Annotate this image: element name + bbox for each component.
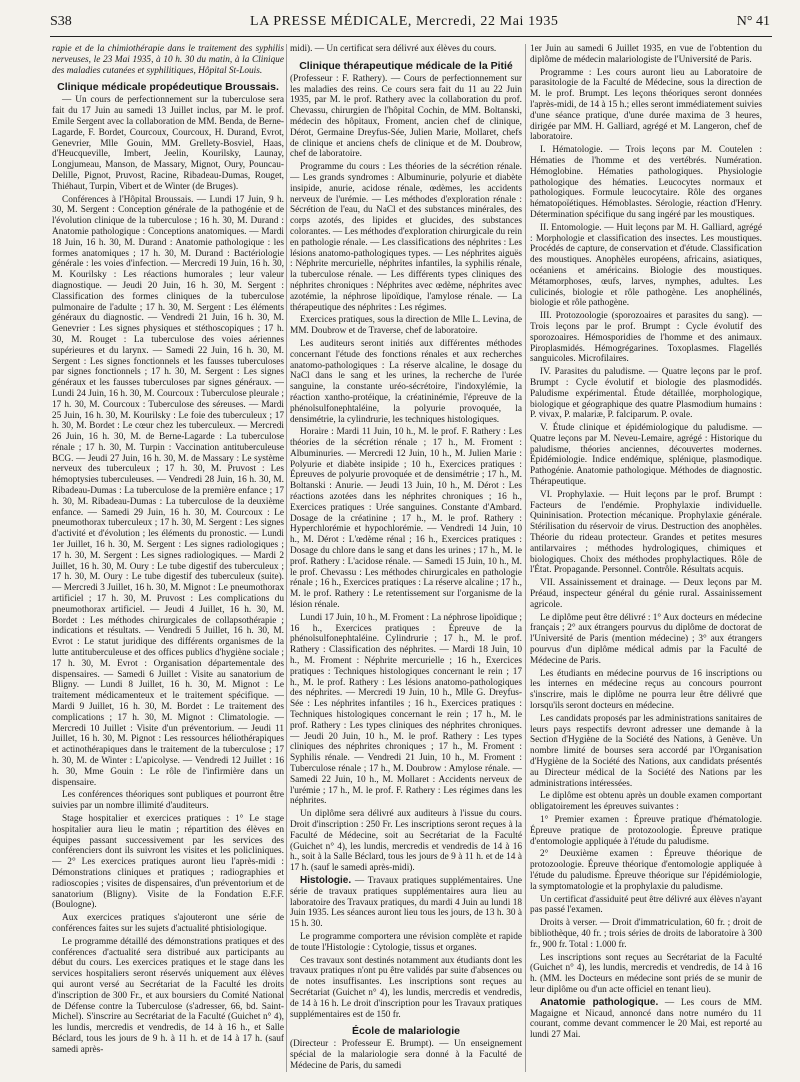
column-3 (530, 44, 762, 1074)
pitie-intro: (Professeur : F. Rathery). — Cours de perfectionnement sur les maladies des reins. Ce cours sera fait du 11 au 22 Juin 1935, par M. le prof. Rathery avec la collaboration du prof. Chevassu, chirurgien de l'hôpital Cochin, de MM. Boltanski, médecin des hôpitaux, Froment, ancien chef de clinique, Dérot, Germaine Dreyfus-Sée, Julien Marie, Mollaret, chefs de clinique et anciens chefs de clinique et de M. Doubrow, chef de laboratoire. (290, 73, 522, 160)
exam1-paragraph: 1° Premier examen : Épreuve pratique d'hématologie. Épreuve pratique de protozoologie. Épreuve pratique d'entomologie appliquée à l'étude du paludisme. (530, 814, 762, 847)
histologie-heading: Histologie. (300, 874, 352, 886)
aux-paragraph: Aux exercices pratiques s'ajouteront une série de conférences faites sur les sujets d'actualité phtisiologique. (52, 913, 284, 934)
programme-paragraph: Le programme détaillé des démonstrations pratiques et des conférences d'actualité sera distribué aux participants au début du cours. Les exercices pratiques et le stage dans les services hospitaliers seront réservés uniquement aux élèves qui auront versé au Secrétariat de la Faculté les droits d'inscription de 300 Fr., et aux boursiers du Comité National de Défense contre la Tuberculose (s'adresser, 66, bd. Saint-Michel). S'inscrire au Secrétariat de la Faculté (Guichet n° 4), les lundis, mercredis et vendredis, de 14 à 16 h., et Salle Béclard, tous les jours de 9 h. à 11 h. et de 14 à 17 h. (sauf samedi après- (52, 936, 284, 1055)
etude-clinique-paragraph: V. Étude clinique et épidémiologique du paludisme. — Quatre leçons par M. Neveu-Lemaire, agrégé : Historique du paludisme, théories anciennes, découvertes modernes. Épidémiologie. Indice endémique, splénique, plasmodique. Pathogénie. Anatomie pathologique. Méthodes de diagnostic. Thérapeutique. (530, 423, 762, 488)
entomologie-paragraph: II. Entomologie. — Huit leçons par M. H. Galliard, agrégé : Morphologie et classification des insectes. Les moustiques. Procédés de capture, de conservation et d'étude. Classification des moustiques. Anophèles européens, africains, asiatiques, océaniens et américains. Biologie des moustiques. Métamorphoses, œufs, larves, nymphes, adultes. Les culicinés, biologie et rôle pathogène. Les anophélinés, biologie et rôle pathogène. (530, 222, 762, 309)
continuation-fragment: 1er Juin au samedi 6 Juillet 1935, en vue de l'obtention du diplôme de médecin malariologiste de l'Université de Paris. (530, 44, 762, 65)
certificat-paragraph: Un certificat d'assiduité peut être délivré aux élèves n'ayant pas passé l'examen. (530, 894, 762, 916)
assainissement-paragraph: VII. Assainissement et drainage. — Deux leçons par M. Préaud, inspecteur général du génie rural. Assainissement agricole. (530, 578, 762, 610)
pitie-exercices: Exercices pratiques, sous la direction de Mlle L. Levina, de MM. Doubrow et de Traverse, chef de laboratoire. (290, 315, 522, 337)
malario-programme: Programme : Les cours auront lieu au Laboratoire de parasitologie de la Faculté de Médecine, sous la direction de M. le prof. Brumpt. Les leçons théoriques seront données l'après-midi, de 14 à 15 h.; elles seront immédiatement suivies d'une séance pratique, d'une durée maxima de 3 heures, dirigée par MM. H. Galliard, agrégé et M. Langeron, chef de laboratoire. (530, 67, 762, 143)
pitie-heading: Clinique thérapeutique médicale de la Pitié (299, 59, 513, 72)
broussais-paragraph: — Un cours de perfectionnement sur la tuberculose sera fait du 17 Juin au samedi 13 Juillet inclus, par M. le prof. Emile Sergent avec la collaboration de MM. Benda, de Berne-Lagarde, F. Bordet, Courcoux, Courcoux, H. Durand, Evrot, Genevrier, Mlle Gouin, MM. Grellety-Bosviel, Haas, d'Heucqueville, Imbert, Jeelin, Kourilsky, Launay, Longjumeau, Manson, de Massary, Mignot, Oury, Pouncau-Delille, Pignot, Pruvost, Racine, Ribadeau-Dumas, Rouget, Thiéhaut, Turpin, Vibert et de Winter (de Bruges). (52, 95, 284, 192)
inscriptions-paragraph: Les inscriptions sont reçues au Secrétariat de la Faculté (Guichet n° 4), les lundis, mercredis et vendredis, de 14 à 16 h. (MM. les Docteurs en médecine sont priés de se munir de leur diplôme ou d'un acte officiel en tenant lieu). (530, 952, 762, 995)
protozoologie-paragraph: III. Protozoologie (sporozoaires et parasites du sang). — Trois leçons par le prof. Brumpt : Cycle évolutif des sporozoaires. Hémosporidies de l'homme et des animaux. Piroplasmidés. Hémogrégarines. Toxoplasmes. Flagellés sanguicoles. Microfilaires. (530, 311, 762, 365)
histologie-text: — Travaux pratiques supplémentaires. Une série de travaux pratiques supplémentaires aura lieu au laboratoire des Travaux pratiques, du mardi 4 Juin au lundi 18 Juin 1935. Les séances auront lieu tous les jours, de 13 h. 30 à 15 h. 30. (290, 875, 522, 930)
issue-number: N° 41 (736, 14, 770, 29)
etudiants-paragraph: Les étudiants en médecine pourvus de 16 inscriptions ou les internes en médecine reçus au concours pourront s'inscrire, mais le diplôme ne pourra leur être délivré que lorsqu'ils seront docteurs en médecine. (530, 668, 762, 712)
diplome-paragraph: Le diplôme peut être délivré : 1° Aux docteurs en médecine français ; 2° aux étrangers pourvus du diplôme de doctorat de l'Université de Paris (mention médecine) ; 3° aux étrangers pourvus d'un diplôme médical admis par la Faculté de Médecine de Paris. (530, 612, 762, 666)
conferences-note: Les conférences théoriques sont publiques et pourront être suivies par un nombre illimité d'auditeurs. (52, 790, 284, 812)
histologie-programme: Le programme comportera une révision complète et rapide de toute l'Histologie : Cytologie, tissus et organes. (290, 931, 522, 953)
pitie-programme: Programme du cours : Les théories de la sécrétion rénale. — Les grands syndromes : Albuminurie, polyurie et diabète insipide, anurie, acidose rénale, œdèmes, les accidents nerveux de l'urémie. — Les méthodes d'exploration rénale : Sécrétion de l'eau, du NaCl et des substances minérales, des corps azotés, des lipides et glucides, des substances colorantes. — Les méthodes d'exploration chirurgicale du rein en pathologie rénale. — Les classifications des néphrites : Les lésions anatomo-pathologiques types. — Les néphrites aiguës : Néphrite mercurielle, néphrites infantiles, la syphilis rénale, la tuberculose rénale. — Les différents types cliniques des néphrites chroniques : Néphrites avec œdème, néphrites avec azotémie, la néphrose lipoïdique, l'amylose rénale. — La thérapeutique des néphrites : Les régimes. (290, 162, 522, 313)
header-rule (50, 36, 772, 37)
intro-fragment: rapie et de la chimiothérapie dans le traitement des syphilis nerveuses, le 23 Mai 1935, à 10 h. 30 du matin, à la Clinique des maladies cutanées et syphilitiques, Hôpital St-Louis. (52, 44, 284, 76)
anapath-heading: Anatomie pathologique. (540, 996, 659, 1008)
paludisme-paragraph: IV. Parasites du paludisme. — Quatre leçons par le prof. Brumpt : Cycle évolutif et biologie des plasmodidés. Paludisme expérimental. Étude détaillée, morphologique, biologique et géographique des quatre Plasmodium humains : P. vivax, P. malariæ, P. falciparum. P. ovale. (530, 367, 762, 421)
pitie-auditeurs: Les auditeurs seront initiés aux différentes méthodes concernant l'étude des fonctions rénales et aux recherches anatomo-pathologiques : La réserve alcaline, le dosage du NaCl dans le sang et les urines, la recherche de l'urée sanguine, la constante uréo-sécrétoire, l'indoxylémie, la réaction xantho-protéique, la créatininémie, l'épreuve de la phénolsulfonephtaléine, la polyurie provoquée, la densimétrie, la cylindrurie, les techniques histologiques. (290, 338, 522, 425)
prophylaxie-paragraph: VI. Prophylaxie. — Huit leçons par le prof. Brumpt : Facteurs de l'endémie. Prophylaxie individuelle. Quininisation. Protection mécanique. Prophylaxie générale. Stérilisation du réservoir de virus. Destruction des anophèles. Théorie du rideau protecteur. Grandes et petites mesures antilarvaires ; méthodes hydrologiques, chimiques et biologiques. Choix des méthodes prophylactiques. Rôle de l'État. Propagande. Personnel. Contrôle. Résultats acquis. (530, 489, 762, 576)
malariologie-intro: (Directeur : Professeur E. Brumpt). — Un enseignement spécial de la malariologie sera donné à la Faculté de Médecine de Paris, du samedi (290, 1039, 522, 1071)
histologie-travaux: Ces travaux sont destinés notamment aux étudiants dont les travaux pratiques n'ont pu être validés par suite d'absences ou de notes insuffisantes. Les inscriptions sont reçues au Secrétariat (Guichet n° 4), les lundis, mercredis et vendredis, de 14 à 16 h. Le droit d'inscription pour les Travaux pratiques supplémentaires est de 150 fr. (290, 955, 522, 1020)
obtenu-paragraph: Le diplôme est obtenu après un double examen comportant obligatoirement les épreuves suivantes : (530, 791, 762, 813)
column-divider (525, 44, 526, 1072)
pitie-horaire: Horaire : Mardi 11 Juin, 10 h., M. le prof. F. Rathery : Les théories de la sécrétion rénale ; 17 h., M. Froment : Albuminuries. — Mercredi 12 Juin, 10 h., M. Julien Marie : Polyurie et diabète insipide ; 10 h., Exercices pratiques : Épreuves de polyurie provoquée et de densimétrie ; 17 h., M. Boltanski : Anurie. — Jeudi 13 Juin, 10 h., M. Dérot : Les réactions azotées dans les néphrites chroniques ; 16 h., Exercices pratiques : Urée sanguines. Constante d'Ambard. Dosage de la créatinine ; 17 h., M. le prof. Rathery : Hyperchlorémie et hypochlorémie. — Vendredi 14 Juin, 10 h., M. Dérot : L'œdème rénal ; 16 h., Exercices pratiques : Dosage du chlore dans le sang et dans les urines ; 17 h., M. le prof. Rathery : L'acidose rénale. — Samedi 15 Juin, 10 h., M. le prof. Chevassu : Les méthodes chirurgicales en pathologie rénale ; 16 h., Exercices pratiques : La réserve alcaline ; 17 h., M. le prof. Rathery : Le retentissement sur l'organisme de la lésion rénale. (290, 427, 522, 611)
page-header (50, 14, 770, 34)
broussais-heading: Clinique médicale propédeutique Broussais. (57, 81, 279, 94)
anapath-paragraph (530, 998, 762, 1041)
pitie-diplome: Un diplôme sera délivré aux auditeurs à l'issue du cours. Droit d'inscription : 250 Fr. Les inscriptions seront reçues à la Faculté de Médecine, soit au Secrétariat de la Faculté (Guichet n° 4), les lundis, mercredis et vendredis de 14 à 16 h., soit à la Salle Béclard, tous les jours de 9 à 11 h. et de 14 à 17 h. (sauf le samedi après-midi). (290, 809, 522, 874)
droits-paragraph: Droits à verser. — Droit d'immatriculation, 60 fr. ; droit de bibliothèque, 40 fr. ; trois séries de droits de laboratoire à 300 fr., 900 fr. Total : 1.000 fr. (530, 918, 762, 950)
histologie-paragraph (290, 876, 522, 930)
continuation-fragment: midi). — Un certificat sera délivré aux élèves du cours. (290, 44, 497, 54)
conferences-paragraph: Conférences à l'Hôpital Broussais. — Lundi 17 Juin, 9 h. 30, M. Sergent : Conception générale de la pathogénie et de l'évolution clinique de la tuberculose ; 16 h. 30, M. Durand : Anatomie pathologique : Conceptions anatomiques. — Mardi 18 Juin, 16 h. 30, M. Durand : Anatomie pathologique : les formes anatomiques ; 17 h. 30, M. Durand : Bactériologie générale : les voies d'infection. — Mercredi 19 Juin, 16 h. 30, M. Kourilsky : Les réactions humorales ; leur valeur diagnostique. — Jeudi 20 Juin, 16 h. 30, M. Sergent : Classification des formes cliniques de la tuberculose pulmonaire de l'adulte ; 17 h. 30, M. Sergent : Les éléments généraux du diagnostic. — Vendredi 21 Juin, 16 h. 30, M. Genevrier : Les signes physiques et stéthoscopiques ; 17 h. 30, M. Rouget : La tuberculose des voies aériennes supérieures et du larynx. — Samedi 22 Juin, 16 h. 30, M. Sergent : Les signes fonctionnels et les fausses tuberculoses par signes fonctionnels ; 17 h. 30, M. Sergent : Les signes généraux et les fausses tuberculoses par signes généraux. — Lundi 24 Juin, 16 h. 30, M. Courcoux : Tuberculose pleurale ; 17 h. 30, M. Courcoux : Tuberculose des séreuses. — Mardi 25 Juin, 16 h. 30, M. Kourilsky : Le foie des tuberculeux ; 17 h. 30, M. Bordet : Le cœur chez les tuberculeux. — Mercredi 26 Juin, 16 h. 30, M. de Berne-Lagarde : La tuberculose rénale ; 17 h. 30, M. Turpin : Vaccination antituberculeuse BCG. — Jeudi 27 Juin, 16 h. 30, M. de Massary : Le système nerveux des tuberculeux ; 17 h. 30, M. Pruvost : Les hémoptysies tuberculeuses. — Vendredi 28 Juin, 16 h. 30, M. Ribadeau-Dumas : La tuberculose de la première enfance ; 17 h. 30, M. Ribadeau-Dumas : La tuberculose de la deuxième enfance. — Samedi 29 Juin, 16 h. 30, M. Courcoux : Le pneumothorax tuberculeux ; 17 h. 30, M. Sergent : Les signes d'activité et d'évolution ; les éléments du pronostic. — Lundi 1er Juillet, 16 h. 30, M. Sergent : Les signes radiologiques ; 17 h. 30, M. Sergent : Les signes radiologiques. — Mardi 2 Juillet, 16 h. 30, M. Oury : Le tube digestif des tuberculeux ; 17 h. 30, M. Oury : Le tube digestif des tuberculeux (suite). — Mercredi 3 Juillet, 16 h. 30, M. Mignot : Le pneumothorax artificiel ; 17 h. 30, M. Pruvost : Les complications du pneumothorax artificiel. — Jeudi 4 Juillet, 16 h. 30, M. Bordet : Les méthodes chirurgicales de collapsothérapie ; indications et résultats. — Vendredi 5 Juillet, 16 h. 30, M. Evrot : Le statut juridique des différents organismes de la lutte antituberculeuse et des offices publics d'hygiène sociale ; 17 h. 30, M. Evrot : Organisation départementale des dispensaires. — Samedi 6 Juillet : Visite au sanatorium de Bligny. — Lundi 8 Juillet, 16 h. 30, M. Mignot : Le traitement médicamenteux et le traitement spécifique. — Mardi 9 Juillet, 16 h. 30, M. Bordet : Le traitement des complications ; 17 h. 30, M. Mignot : Climatologie. — Mercredi 10 Juillet : Visite d'un préventorium. — Jeudi 11 Juillet, 16 h. 30, M. Pignot : Les ressources héliothérapiques et actinothérapiques dans le traitement de la tuberculose ; 17 h. 30, M. de Winter : L'apicolyse. — Vendredi 12 Juillet : 16 h. 30, Mme Gouin : Le rôle de l'infirmière dans un dispensaire. (52, 194, 284, 788)
stage-paragraph: Stage hospitalier et exercices pratiques : 1° Le stage hospitalier aura lieu le matin ; répartition des élèves en équipes passant successivement par les services des conférenciers dont ils suivront les visites et les policliniques. — 2° Les exercices pratiques auront lieu l'après-midi : Démonstrations cliniques et pratiques ; radiographies et radioscopies ; visites de dispensaires, d'un préventorium et de sanatorium (Bligny). Visite de la Fondation E.F.F. (Boulogne). (52, 813, 284, 911)
page-number: S38 (50, 14, 72, 29)
candidats-paragraph: Les candidats proposés par les administrations sanitaires de leurs pays respectifs devront adresser une demande à la Section d'Hygiène de la Société des Nations, à Genève. Un nombre limité de bourses sera accordé par l'Organisation d'Hygiène de la Société des Nations, aux candidats présentés au Directeur médical de la Société des Nations par les administrations intéressées. (530, 713, 762, 789)
exam2-paragraph: 2° Deuxième examen : Épreuve théorique de protozoologie. Épreuve théorique d'entomologie appliquée à l'étude du paludisme. Épreuve théorique sur l'épidémiologie, la symptomatologie et la prophylaxie du paludisme. (530, 849, 762, 892)
column-divider (286, 44, 287, 1072)
journal-title: LA PRESSE MÉDICALE, Mercredi, 22 Mai 1935 (250, 14, 559, 29)
malariologie-heading: École de malariologie (352, 1025, 460, 1038)
anapath-text: — Les cours de MM. Magaigne et Nicaud, annoncé dans notre numéro du 11 courant, comme devant commencer le 20 Mai, est reporté au lundi 27 Mai. (530, 997, 762, 1041)
column-1 (52, 44, 284, 1074)
hematologie-paragraph: I. Hématologie. — Trois leçons par M. Coutelen : Hématies de l'homme et des vertébrés. Numération. Hémoglobine. Hématies pathologiques. Physiologie pathologique des hématies. Leucocytes normaux et pathologiques. Formule leucocytaire. Rôle des organes hématopoïétiques. Hémoblastes. Sérologie, réaction d'Henry. Détermination spécifique du sang ingéré par les moustiques. (530, 145, 762, 220)
column-2 (290, 44, 522, 1074)
pitie-lundi: Lundi 17 Juin, 10 h., M. Froment : La néphrose lipoïdique ; 16 h., Exercices pratiques : Épreuve de la phénolsulfonephtaléine. Cylindrurie ; 17 h., M. le prof. Rathery : Classification des néphrites. — Mardi 18 Juin, 10 h., M. Froment : Néphrite mercurielle ; 16 h., Exercices pratiques : Techniques histologiques concernant le rein ; 17 h., M. le prof. Rathery : Les lésions anatomo-pathologiques des néphrites. — Mercredi 19 Juin, 10 h., Mlle G. Dreyfus-Sée : Les néphrites infantiles ; 16 h., Exercices pratiques : Techniques histologiques concernant le rein ; 17 h., M. le prof. Rathery : Les types cliniques des néphrites chroniques. — Jeudi 20 Juin, 10 h., M. le prof. Rathery : Les types cliniques des néphrites chroniques ; 17 h., M. Froment : Syphilis rénale. — Vendredi 21 Juin, 10 h., M. Froment : Tuberculose rénale ; 17 h., M. Doubrow : Amylose rénale. — Samedi 22 Juin, 10 h., M. Mollaret : Accidents nerveux de l'urémie ; 17 h., M. le prof. F. Rathery : Les régimes dans les néphrites. (290, 612, 522, 807)
